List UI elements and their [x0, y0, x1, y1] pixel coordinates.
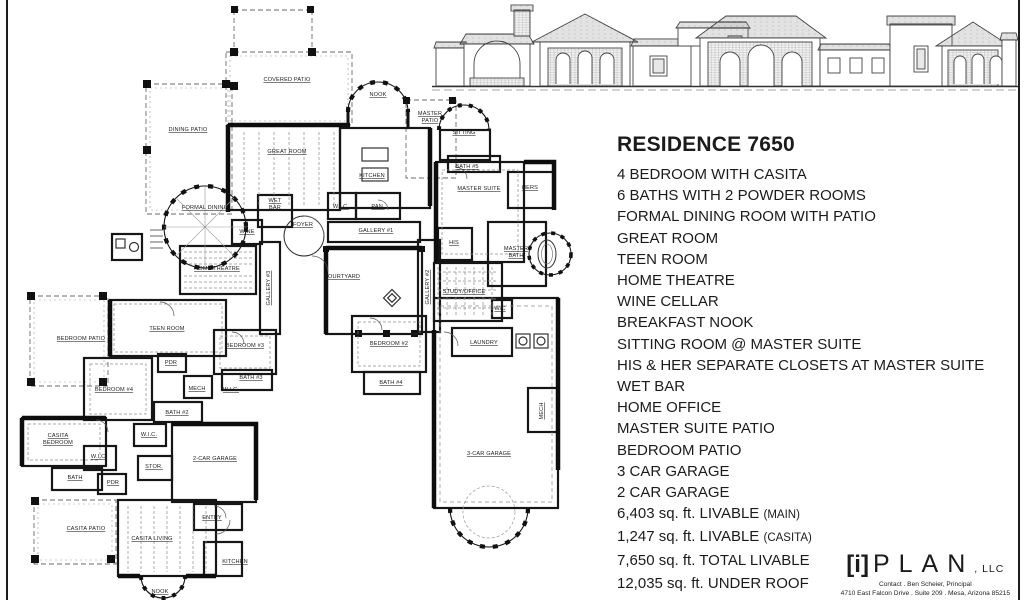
room-label: FOYER [292, 222, 314, 228]
room-label: COURTYARD [323, 274, 361, 280]
feature-item: 4 BEDROOM WITH CASITA [617, 166, 807, 183]
room-label: GREAT ROOM [267, 149, 307, 155]
feature-item: WET BAR [617, 378, 686, 396]
room-label: WET [268, 198, 282, 204]
feature-item: BREAKFAST NOOK [617, 314, 754, 332]
room-label: CASITA [47, 433, 69, 439]
room-label: PDR [164, 360, 178, 366]
room-label: BATH [67, 475, 83, 481]
feature-item: SITTING ROOM @ MASTER SUITE [617, 335, 862, 353]
room-label: PATIO [421, 118, 439, 124]
room-label: 2-CAR GARAGE [192, 456, 238, 462]
elevation-drawing [428, 0, 1020, 100]
room-label: GALLERY #1 [358, 228, 394, 234]
room-label: BATH #2 [165, 410, 189, 416]
feature-item: TEEN ROOM [617, 250, 708, 268]
room-label: ENTRY [202, 515, 222, 521]
room-label: BEDROOM #3 [225, 343, 265, 349]
feature-item: GREAT ROOM [617, 229, 719, 247]
room-label: BEDROOM #4 [94, 387, 134, 393]
room-label: CASITA LIVING [131, 536, 173, 542]
feature-item: BEDROOM PATIO [617, 441, 742, 459]
room-label: MASTER SUITE [457, 186, 501, 192]
room-label: W.I.C. [222, 387, 240, 393]
room-label: FORMAL DINING [181, 205, 229, 211]
room-label: KITCHEN [359, 173, 385, 179]
brand-logo [841, 552, 1010, 581]
room-label: MASTER [503, 246, 529, 252]
feature-item: 2 CAR GARAGE [617, 484, 730, 502]
elevation-svg [428, 0, 1020, 100]
room-label: KITCHEN [222, 559, 248, 565]
room-label: GALLERY #3 [266, 270, 272, 306]
room-label: GALLERY #2 [425, 269, 431, 305]
room-label: 3-CAR GARAGE [466, 451, 512, 457]
ground-line [432, 87, 1018, 91]
room-label: HOME THEATRE [194, 266, 240, 272]
room-label: W.I.C. [90, 454, 108, 460]
room-label: BEDROOM [43, 440, 73, 446]
plan-title: RESIDENCE 7650 [617, 133, 795, 156]
stat-item: 1,247 sq. ft. LIVABLE (CASITA) [617, 528, 812, 546]
room-label: PDR [106, 480, 120, 486]
room-label: BEDROOM #2 [369, 341, 409, 347]
stat-item: 12,035 sq. ft. UNDER ROOF [617, 574, 809, 592]
room-label: BAR [269, 205, 281, 211]
ceiling-dashes [28, 132, 552, 572]
room-label: MECH [539, 402, 545, 420]
room-label: WINE [239, 229, 255, 235]
brand-name: PLAN [872, 550, 975, 578]
room-label: DINING PATIO [168, 127, 208, 133]
room-label: W.I.C. [332, 204, 350, 210]
room-label: MECH [188, 386, 206, 392]
brand-address: 4710 East Falcon Drive . Suite 209 . Mesa, Arizona 85215 [840, 589, 1010, 597]
feature-list [617, 164, 1015, 503]
room-label: CASITA PATIO [66, 526, 106, 532]
room-label: LAUNDRY [470, 340, 498, 346]
room-label: COVERED PATIO [263, 77, 311, 83]
brand-contact: Contact . Ben Scheier, Principal [878, 581, 972, 588]
patio-posts [27, 6, 456, 563]
room-label: BATH #5 [455, 164, 479, 170]
room-label: BEDROOM PATIO [56, 336, 106, 342]
feature-item: HOME THEATRE [617, 272, 735, 290]
feature-item: HOME OFFICE [617, 399, 722, 417]
room-label: BATH #4 [379, 380, 403, 386]
room-label: HIS [449, 240, 459, 246]
patio-outlines [30, 10, 456, 564]
feature-item: 3 CAR GARAGE [617, 462, 730, 480]
feature-item: WINE CELLAR [617, 293, 719, 311]
stat-item: 7,650 sq. ft. TOTAL LIVABLE [617, 551, 810, 569]
feature-item: HIS & HER SEPARATE CLOSETS AT MASTER SUITE [617, 356, 985, 374]
brand-suffix: , LLC [974, 563, 1005, 575]
room-label: PAN. [371, 204, 385, 210]
feature-item: MASTER SUITE PATIO [617, 420, 775, 438]
room-label: NOOK [369, 92, 387, 98]
stat-item: 6,403 sq. ft. LIVABLE (MAIN) [617, 505, 800, 523]
feature-item: FORMAL DINING ROOM WITH PATIO [617, 208, 876, 226]
room-walls [22, 125, 558, 576]
room-label: W/C [494, 306, 506, 312]
info-panel [617, 133, 1015, 596]
room-label: HERS [521, 185, 539, 191]
room-label: W.I.C. [140, 432, 158, 438]
brand-block [841, 552, 1010, 598]
room-label: BATH #3 [239, 375, 263, 381]
feature-item: 6 BATHS WITH 2 POWDER ROOMS [617, 187, 866, 205]
room-label: SITTING [452, 130, 476, 136]
room-label: BATH [508, 253, 524, 259]
room-label: MASTER [417, 111, 443, 117]
room-label: TEEN ROOM [149, 326, 185, 332]
room-label: STOR. [145, 464, 163, 470]
room-label: NOOK [151, 589, 169, 595]
brand-mark: [i] [846, 551, 869, 578]
room-label: STUDY/OFFICE [442, 289, 486, 295]
